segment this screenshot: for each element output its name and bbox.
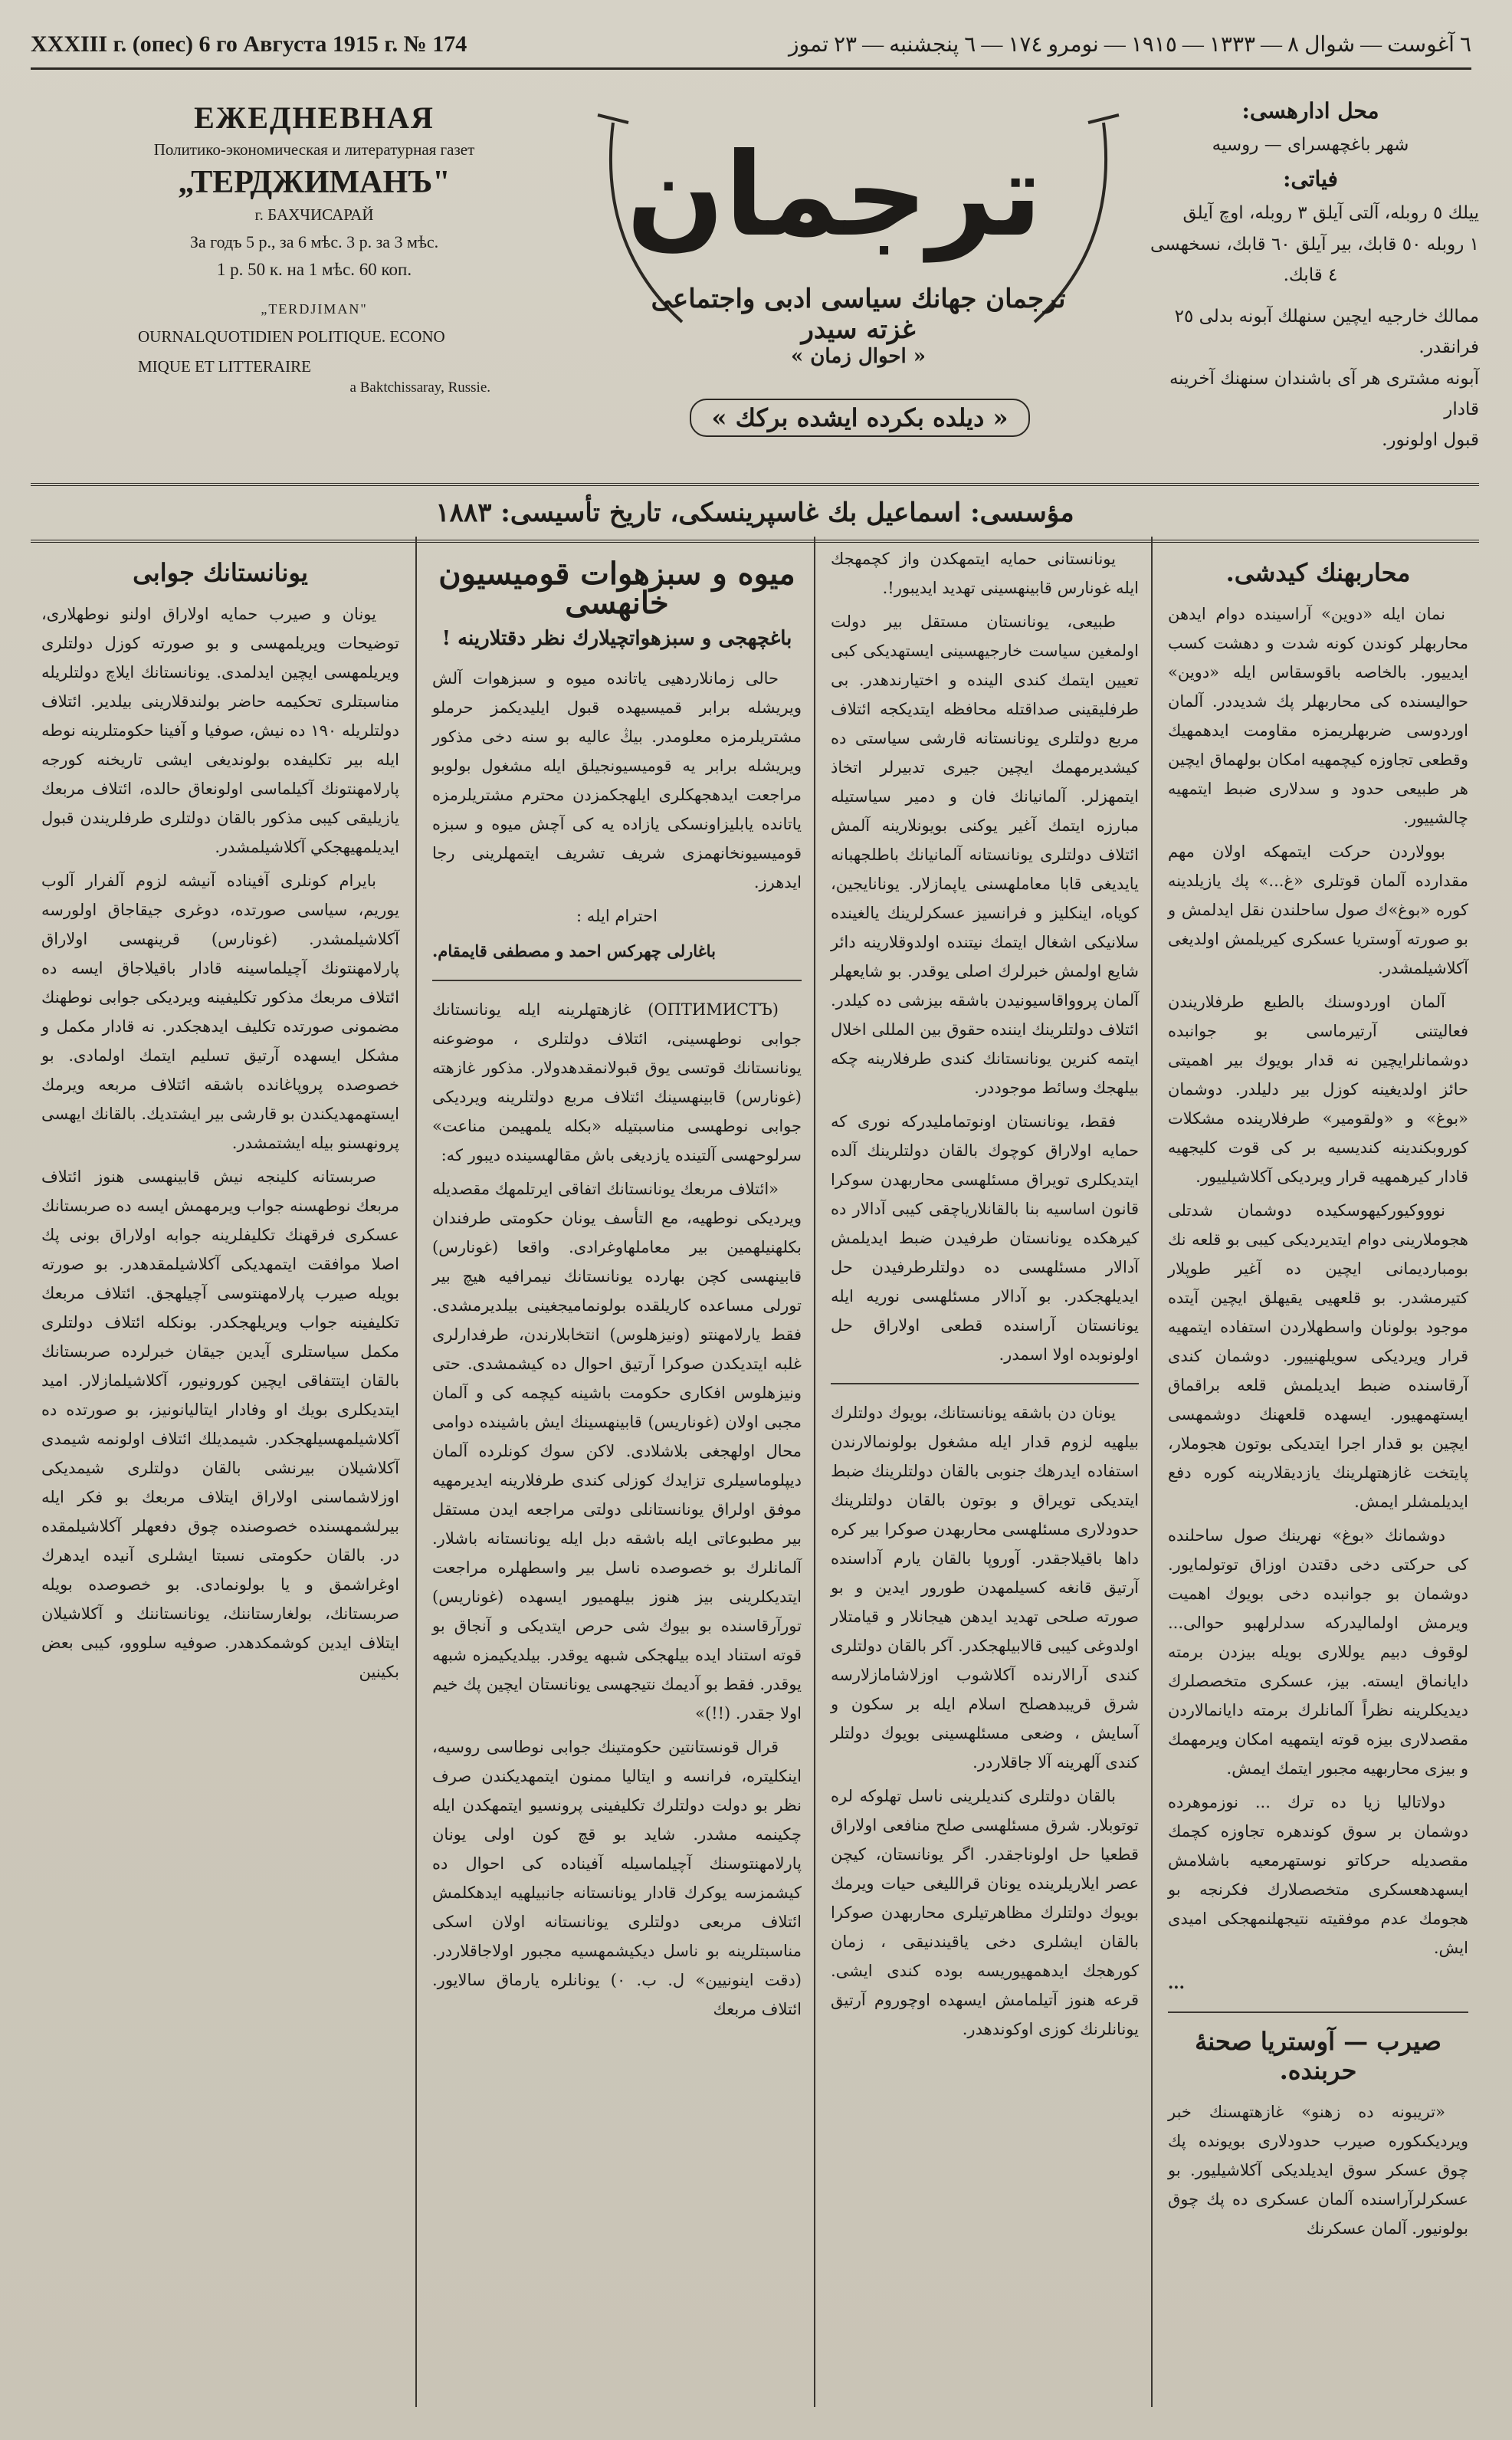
greece-paragraph: يونانستانى حمايه ايتمهكدن واز كچمهجك ايله غونارس قابينهسينى تهديد ايديبور!. xyxy=(831,550,1139,597)
office-address: شهر باغچهسراى — روسيه xyxy=(1212,135,1409,155)
press-paragraph: قرال قونستانتين حكومتينك جوابى نوطاسى روسيه، اينكليتره، فرانسه و ايتاليا ممنون ايتمهديكندن صرف نظر بو دولت دولتلرك تكليفينى پرونسيو ايتمهكدن ايله چكينمه مشدر. شايد بو قچ كون اولى يونان پارلامهنتوسنك آچيلماسيله آفيناده كى احوال ده كيشمزسه يوكرك قادار يونانستانه جانبيلهيه ايدهكلمش ائتلاف مربعى دولتلرى يونانستانه اولان اسكى مناسبتلرينه بو ناسل ديكيشمهسيه مجبور اولاجاقلاردر. (دقت اينونيين» ل. ب. ۰) يونانلره يارماق سالايور. ائتلاف مربعك xyxy=(432,1738,802,2018)
serbia-title: صيرب — آوستريا صحنهٔ حربنده. xyxy=(1195,2027,1441,2085)
greece-reply-paragraph: صربستانه كلينجه نيش قابينهسى هنوز ائتلاف مربعك نوطهسنه جواب ويرمهمش ايسه ده صربستانك عسكرى فرقهنك تكليفلرينه جوابه اولاراق بونى پك اصلا موافقت ايتمهديكى آكلاشيلمقدهدر. بو صورته بويله صيرب پارلامهنتوسى آچيلهجق. ائتلاف مربعك تكليفينه جواب ويريلهجكدر. بونكله ائتلاف دولتلرى مكمل سياستلرى آيدين جيقان خبرلرده صربستانك بالقان ايتتفاقى ايچين كورونيور، آكلاشيلمازلار. اميد ايتديكلرى بويك او وفادار ايتاليانونيز، بو صورتده ده آكلاشيلمهسيلهجكدر. شيمديلك ائتلاف اولونمه شيمدى آكلاشيلان بيرنشى بالقان دولتلرى شيمديكى اوزلاشماسنى اولاراق ايتلاف مربعك بو فكر ايله بيرلشمهسنده خصوصنده چوق دفعهلر آكلاشيلمقده در. بالقان حكومتى نسبتا ايشلرى آنيده ايدهرك اوغراشمق و يا بولونمادى. بو خصوصده بويله صربستانك، بولغارستاننك، يونانستاننك و آكلاشيلان ايتلاف ايدين كوشمكدهدر. صوفيه سلووو، كيبى بعض بكينين xyxy=(41,1167,400,1681)
masthead-russian-block xyxy=(138,100,490,396)
russian-date: XXXIII г. (опес) 6 го Августа 1915 г. № 174 xyxy=(31,31,467,57)
greece-reply-paragraph: بايرام كونلرى آفيناده آنيشه لزوم آلفرار آلوب يوريم، سياسى صورتده، دوغرى جيقاجاق اولورسه آكلاشيلمشدر. (غونارس) قرينهسى اولاراق پارلامهنتونك آچيلماسينه قادار باقيلاجاق ايسه ده ائتلاف مربعك مذكور تكليفينه ويرديكى جوابى نوطهنك مضمونى صورتده تكليف ايدهجكدر. نه قادار مكمل و مشكل ايسهده آرتيق تسليم ايتمك اولمادى. بو خصوصده پروپاغانده باشقه ائتلاف مربعه ويرمك ايستهمهديكندن بو قارشى بير ايشتديك. بالقانك ايهسى پرونهسنو بيله ايشتمشدر. xyxy=(41,872,399,1152)
column-greece-commentary xyxy=(820,537,1150,2407)
column-rule xyxy=(415,537,417,2407)
war-news-paragraph: آلمان اوردوسنك بالطبع طرفلاريندن فعاليتنى آرتيرماسى بو جوانبده دوشمانلرايچين نه قدار بويوك بير اهميتى حائز اولديغينه كوزل بير دليلدر. دوشمان «بوغ» و «ولقومير» طرفلارينده مشكلات كوروبكندينه كنديسيه بر كى قوت كليجهيه قادار كيرهمهيه قرار ويرديكى آكلاشيلييور. xyxy=(1168,993,1468,1186)
ru-price-1: За годъ 5 р., за 6 мѣс. 3 р. за 3 мѣс. xyxy=(189,232,439,251)
advert-paragraph: حالى زمانلاردهيى ياتانده ميوه و سبزهوات آلش ويريشله برابر قميسيهده قبول ايليديكمز حرملو مشتريلرمزه معلومدر. بيڭ عاليه بو سنه دخى مذكور ويريشله برابر يه قوميسيونجيلق ايله مشغول بولوبو مراجعت ايدهجهكلرى ايلهجكمزدن محترم مشتريلرمزه ياتانده يابليزاونسكى يازاده يه كى آچش ميوه و سبزه قوميسيونخانهمزى شريف تشريف ايتمهلرينى رجا ايدهرز. xyxy=(432,669,802,892)
war-news-title: محاربهنك كيدشى. xyxy=(1225,558,1411,587)
foreign-text-1: ممالك خارجيه ايچين سنهلك آبونه بدلى ٢٥ فرانقدر. xyxy=(1174,307,1479,358)
war-news-paragraph: دوشمانك «بوغ» نهرينك صول ساحلنده كى حركتى دخى دقتدن اوزاق توتولمايور. دوشمان بو جوانبده دخى بويوك اهميت ويرمش اولماليدرکه سدلرلهبو حوالى... لوقوف دبيم يوللارى بويله بيزدن برمته دايانماق ايسته. بيز، عسكرى متخصصلرك ديديكلرينه نظراً آلمانلرك برمته دايانمالاردن مقصدلارى بيزه قوته ايتمهيه امكان ويرمهمك و بيزى محاربهيه مجبور ايتمك ايمش. xyxy=(1168,1526,1468,1778)
price-text-1: ييلك ٥ روبله، آلتى آيلق ٣ روبله، اوچ آيلق xyxy=(1182,203,1479,224)
title-arc-text: ترجمان جهانك سياسى ادبى واجتماعى غزته سيدر xyxy=(651,284,1066,345)
greece-reply-paragraph: يونان و صيرب حمايه اولاراق اولنو نوطهلارى، توضيحات ويريلمهسى و بو صورته كوزل دولتلرى ويريلمهسى ايچين ايدلمدى. يونانستانك ايلاچ دولتلريله مناسبتلرى تحكيمه حاضر بولندقلارينى بيلدير. ائتلاف دولتلريله ١٩٠ ده نيش، صوفيا و آفينا حكومتلرينه نوطه ايله بير تكليفده بولونديغى ايشى تاريخنه كورجه پارلامهنتونك آكيلماسى اولونعاق حالده، ائتلاف مربعك يازيليقى كيبى مذكور بالقان دولتلرى طرفلريندن قبول ايديلمهيهجكي آكلاشيلمشدر. xyxy=(41,605,399,856)
ru-price-2: 1 р. 50 к. на 1 мѣс. 60 коп. xyxy=(216,260,412,279)
column-advertisement-and-press xyxy=(421,537,812,2407)
section-divider xyxy=(432,980,802,981)
war-news-sign: ... xyxy=(1168,1973,1185,1992)
article-columns xyxy=(31,537,1479,2407)
press-paragraph: (OПТИМИСТЪ) غازهتهلرينه ايله يونانستانك جوابى نوطهسينى، ائتلاف دولتلرى ، موضوعنه يونانستانك قوتسى يوق قبولانمقدهدولار. مذكور غازهته (غونارس) قابينهسينك ائتلاف مربع دولتلرينه ويرديكى جوابى نوطهسى مناسبتيله «بكله يلمهيمن مناعت» سرلوحهسى آلتينده يازديغى باش مقالهسينده ديبور كه: xyxy=(432,1000,802,1164)
greece-paragraph: طبيعى، يونانستان مستقل بير دولت اولمغين سياست خارجيهسينى ايستهديكى كبى تعيين ايتمك كندى الينده و اختيارندهدر. بى طرفليقينى صداقتله محافظه ايتديكجه ائتلاف مربع دولتلرى يونانستانه قارشى سياستى ده كيشديرمهمك ايچين جيرى تدبيرلر اتخاذ ايتمهزلر. آلمانيانك فان و دمير سياستيله مبارزه ايتمك آغير يوكنى بويونلارينه آلمش ائتلاف دولتلرى يونانستانه آلمانيانك باطلجهبانه يايديغى قابا معاملهسنى ياپمازلار. يونانايجين، كوياه، اينكليز و فرانسيز عسكرلرينك يالغينده سلانيكى اشغال ايتمك نيتنده اولدوقلارينه دائر شايع اولمش خبرلرك اصلى يوقدر. بو شايعهلر آلمان پروواقاسيونيدن باشقه بيزشى ده كيلدر. ائتلاف دولتلرينك ايننده حقوق بين المللى اخلال ايتمه كنرين يونانستانك كندى طرفلارينه چكه بيلهجك وسائط موجوددر. xyxy=(831,612,1139,1097)
serbia-paragraph: «تريبونه ده زهنو» غازهتهسنك خبر ويرديكىكوره صيرب حدودلارى بويونده پك چوق عسكر سوق ايديلديكى آكلاشيليور. بو عسكرلرآراسنده آلمان عسكرى ده پك چوق بولونيور. آلمان عسكرنك xyxy=(1168,2103,1468,2238)
ru-title: ЕЖЕДНЕВНАЯ xyxy=(194,100,435,135)
column-rule xyxy=(814,537,815,2407)
greece-paragraph: يونان دن باشقه يونانستانك، بويوك دولتلرك بيلهيه لزوم قدار ايله مشغول بولونمالارندن استفاده ايدرهك جنوبى بالقان دولتلرينك ضبط ايتديكى تويراق و بوتون بالقان دولتلرينك حدودلارى مسئلهسى محاربهدن صوكرا بير كره داها باقيلاجقدر. آوروپا بالقان يارم آداسنده آرتيق قانغه كسيلمهدن طورور ايدين و بو صورته صلحى تهديد ايدهن هيجانلار و قيامتلار اولدوغى كيبى قالابيلهجكدر. آكر بالقان دولتلرى كندى آرالارنده آكلاشوب اوزلاشامازلارسه شرق قريبدهصلح اسلام ايله بر سكون و آسايش ، وضعى مسئلهسينى بويوك دولتلر كندى آلهرينه آلا جاقلاردر. xyxy=(831,1404,1139,1772)
masthead-title-block xyxy=(567,92,1150,460)
column-war-news xyxy=(1157,537,1479,2407)
price-title: فياتى: xyxy=(1283,166,1338,192)
office-title: محل ادارهسى: xyxy=(1241,98,1379,123)
greece-paragraph: فقط، يونانستان اونوتمامليدركه نورى كه حمايه اولاراق كوچوك بالقان دولتلرينك آلده ايتديكلرى تويراق مسئلهسى محاربهدن سوكرا قانون اساسيه بنا بالقانلارياچقى كيبى آدالار ده كيرهكده يونانستان طرفيدن ضبط ايديلمش آدالار مسئلهسى ده دولتلرطرفيدن حل ايديلهجكدر. بو آدالار مسئلهسى نوريه ايله يونانستان آراسنده قطعى اولاراق حل اولونوبده اولا اسمدر. xyxy=(831,1112,1139,1364)
fr-line-3: a Baktchissaray, Russie. xyxy=(349,379,490,396)
war-news-paragraph: دولاتاليا زيا ده ترك ... نوزموهرده دوشمان بر سوق كوندهره تجاوزه كچمك مقصديله حركاتو نوستهرمعيه باشلامش ايسهدهعسكرى متخصصلارك فكرنجه بو هجومك عدم موفقيته نتيجهلنمهجكى اميدى ايش. xyxy=(1168,1793,1468,1957)
advert-subhead: باغچهجى و سبزهواتچيلارك نظر دقتلارينه ! xyxy=(441,627,792,650)
greece-reply-title: يونانستانك جوابى xyxy=(133,558,308,587)
column-rule xyxy=(1151,537,1153,2407)
war-news-paragraph: نوووكيوركيهوسكيده دوشمان شدتلى هجوملارينى دوام ايتديرديكى كيبى بو قلعه نك بومبارديمانى ايچين ده آغير طوپلار كتيرمشدر. بو قلعهيى يقيهلق ايچين آيتده موجود بولونان واسطهلاردن استفاده ايتمهيه قرار ويرديكى سويلهنييور. دوشمان كندى آرقاسنده ضبط ايديلمش قلعه براقماق ايستهمهيور. ايسهده قلعهنك دوشمهسى ايچين بو قدار اجرا ايتديكى بوتون هجوملار، پايتخت غازهتهلرينك يازديقلارينه كوره دفع ايديلمشلر ايمش. xyxy=(1168,1201,1468,1511)
foreign-text-2: آبونه مشترى هر آى باشندان سنهنك آخرينه قادار xyxy=(1169,368,1479,419)
section-divider xyxy=(831,1383,1139,1384)
press-paragraph: «ائتلاف مربعك يونانستانك اتفاقى ايرتلمهك مقصديله ويرديكى نوطهيه، مع التأسف يونان حكومتى طرفندان بكلهنيلهمين بير معاملهاوغرادى. واقعا (غونارس) قابينهسى كچن بهارده يونانستانك نيمرافيه هيچ بير تورلى مساعده كاريلقده بولونماميجغينى بيلديرمشدى. فقط يارلامهنتو (ونيزهلوس) انتخابلارندن، طرفدارلرى غلبه ايتديكدن صوكرا آرتيق احوال ده كيشمشدى. حتى ونيزهلوس افكارى حكومت باشينه كيچمه كى و آلمان مجبى اولان (غوناريس) قابينهسينك ايش باشينده دوامى محال اولهجغى بلاشلادى. لاكن سوك كونلرده آلمان ديپلوماسيلرى تزايدك كوزلى كندى طرفلارينه ايديرمهيه موفق اولراق يونانستانلى دولتى مراجعه ايدن مستقل بير مطبوعاتى ايله باشقه دبل ايله يونانستانه باشلار. آلمانلرك بو خصوصده ناسل بير واسطهلره مراجعت ايتديكلرينى بيز هنوز بيلهميور ايسهده (غوناريس) تورآرقاسنده بو بيوك شى حرص ايتديكى و آنجاق بو قوته استناد ايده بيلهجكى شبهه يوقدر. بيلديكيمزه شبهه يوقدر. فقط بو آديمك نتيجهسى يونانستان ايچين پك خيم اولا جقدر. (!!)» xyxy=(432,1180,802,1722)
fr-line-1: OURNALQUOTIDIEN POLITIQUE. ECONO xyxy=(138,327,445,346)
ru-name: „ТЕРДЖИМАНЪ" xyxy=(178,165,451,200)
masthead xyxy=(31,77,1479,483)
advert-respect: احترام ايله : xyxy=(576,907,658,925)
section-divider xyxy=(1168,2011,1468,2013)
fr-line-2: MIQUE ET LITTERAIRE xyxy=(138,357,311,376)
founder-line: مؤسسى: اسماعيل بك غاسپرينسكى، تاريخ تأسيسى: ١٨٨٣ xyxy=(31,483,1479,543)
column-greece-reply xyxy=(31,537,410,2407)
price-text-2: ١ روبله ٥٠ قابك، بير آيلق ٦٠ قابك، نسخهسى xyxy=(1150,234,1479,255)
price-text-3: ٤ قابك. xyxy=(1283,264,1338,285)
slogan: « ديلده بكرده ايشده بركك » xyxy=(690,399,1030,437)
newspaper-title: ترجمان xyxy=(626,129,1042,262)
advert-sign: باغارلى چهركس احمد و مصطفى قايمقام. xyxy=(432,941,716,961)
masthead-ottoman-block xyxy=(1142,92,1479,455)
fr-name: „TERDJIMAN" xyxy=(261,301,368,317)
war-news-paragraph: بوولاردن حركت ايتمهكه اولان مهم مقدارده آلمان قوتلرى «غ...» پك يازيلدينه كوره «بوغ»ك صول ساحلندن نقل ايدلمش و بو صورته آوستريا عسكرى كيريلمش اولديغى آكلاشيلمشدر. xyxy=(1168,842,1468,977)
motto: « احوال زمان » xyxy=(791,345,926,368)
war-news-paragraph: نمان ايله «دوين» آراسينده دوام ايدهن محاربهلر كوندن كونه شدت و دهشت كسب ايدييور. بالخاصه باقوسقاس ايله «دوين» حواليسنده كى محاربهلر پك شديددر. آلمان اوردوسى ضربهلريمزه مقاومت ايدهمهيك وقطعى تجاوزه كيچمهيه امكان بولهماق ايچين هر طبيعى حدود و سدلارى ضبط ايتمهيه چالشييور. xyxy=(1168,605,1468,827)
greece-paragraph: بالقان دولتلرى كنديلرينى ناسل تهلوكه لره توتوبلار. شرق مسئلهسى صلح منافعى اولاراق قطعيا حل اولوناجقدر. اگر يونانستان، كيچن عصر ايلاريلرينده يونان قرالليغى حيات ويرمك بويوك دولتلرك مظاهرتيلرى محاربهدن صوكرا بالقان ايشلرى دخى ياقيندنيقى ، زمان كورهجك ايدهمهيوريسه بوده كندى ايشى. قرعه هنوز آتيلمامش ايسهده اوچوروم آرتيق يونانلرنك كوزى اوكوندهدر. xyxy=(831,1787,1139,2038)
ru-city: г. БАХЧИСАРАЙ xyxy=(254,205,374,224)
ottoman-date: ٦ آغوست — شوال ٨ — ١٣٣٣ — ١٩١٥ — نومرو ١٧٤ — ٦ پنجشنبه — ٢٣ تموز xyxy=(789,33,1471,57)
foreign-text-3: قبول اولونور. xyxy=(1382,430,1479,450)
date-line xyxy=(31,21,1471,70)
ru-subtitle: Политико-экономическая и литературная газет xyxy=(153,140,475,159)
advert-headline: ميوه و سبزهوات قوميسيون خانهسى xyxy=(438,556,795,621)
